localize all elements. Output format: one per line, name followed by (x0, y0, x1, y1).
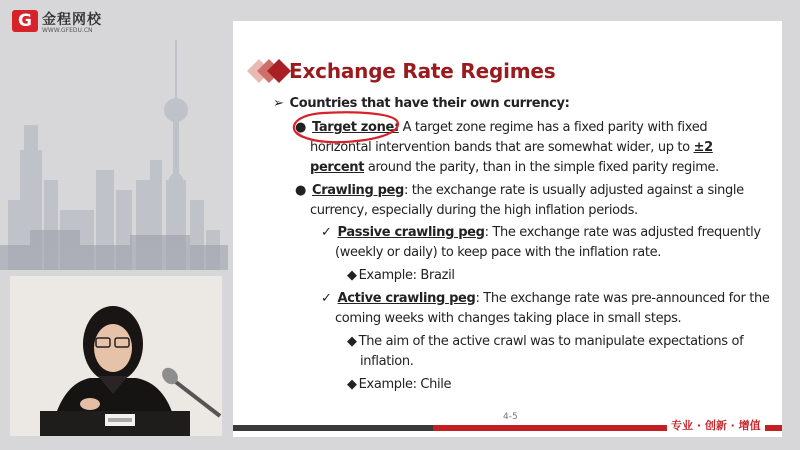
emphasis-plus-minus-two: ±2 (693, 140, 713, 155)
term-passive-crawling-peg: Passive crawling peg (337, 225, 485, 240)
presenter-video (10, 276, 222, 436)
logo-url: WWW.GFEDU.CN (42, 27, 93, 34)
bullet-text: Countries that have their own currency: (289, 96, 570, 111)
bullet-text: : The exchange rate was pre-announced for the (475, 291, 770, 306)
bullet-text: Example: Chile (358, 377, 452, 392)
logo-mark-icon: G (12, 10, 38, 32)
bullet-text: around the parity, than in the simple fixed parity regime. (364, 160, 719, 175)
left-panel (0, 0, 228, 450)
bullet-text: A target zone regime has a fixed parity with fixed (398, 120, 708, 135)
bullet-text: inflation. (360, 354, 414, 369)
city-skyline-illustration (0, 30, 228, 270)
bullet-aim (347, 333, 743, 351)
bullet-active-line2 (335, 310, 681, 328)
arrow-bullet-icon: ➢ (273, 96, 284, 111)
bullet-text: currency, especially during the high inflation periods. (310, 203, 638, 218)
term-target-zone: Target zone: (312, 120, 399, 135)
slide-title: Exchange Rate Regimes (289, 59, 556, 83)
dot-bullet-icon: ● (295, 120, 306, 135)
bullet-target-zone-line2 (310, 139, 713, 157)
bullet-text: The aim of the active crawl was to manipulate expectations of (358, 334, 744, 349)
bullet-active-crawling-peg (321, 290, 770, 308)
presentation-slide (233, 21, 782, 437)
logo-name: 金程网校 (42, 12, 102, 28)
diamond-bullet-icon: ◆ (347, 268, 357, 283)
page-number: 4-5 (503, 412, 518, 422)
bullet-target-zone (295, 119, 707, 137)
bullet-aim-line2 (360, 353, 414, 371)
check-bullet-icon: ✓ (321, 291, 332, 306)
bullet-text: (weekly or daily) to keep pace with the inflation rate. (335, 245, 662, 260)
bullet-passive-crawling-peg (321, 224, 761, 242)
diamond-bullet-icon: ◆ (347, 377, 357, 392)
bullet-text: : the exchange rate is usually adjusted against a single (403, 183, 744, 198)
footer-bar-dark (233, 425, 433, 431)
dot-bullet-icon: ● (295, 183, 306, 198)
bullet-text: Example: Brazil (358, 268, 455, 283)
bullet-passive-line2 (335, 244, 661, 262)
diamond-bullet-icon: ◆ (347, 334, 357, 349)
bullet-example-brazil (347, 267, 455, 285)
bullet-own-currency (273, 95, 570, 113)
term-crawling-peg: Crawling peg (312, 183, 404, 198)
bullet-target-zone-line3 (310, 159, 719, 177)
footer-slogan: 专业 · 创新 · 增值 (667, 417, 765, 433)
bullet-crawling-peg (295, 182, 744, 200)
bullet-text: horizontal intervention bands that are somewhat wider, up to (310, 140, 694, 155)
term-active-crawling-peg: Active crawling peg (337, 291, 476, 306)
emphasis-percent: percent (310, 160, 365, 175)
check-bullet-icon: ✓ (321, 225, 332, 240)
bullet-text: : The exchange rate was adjusted frequently (484, 225, 761, 240)
bullet-text: coming weeks with changes taking place in small steps. (335, 311, 682, 326)
bullet-example-chile (347, 376, 451, 394)
bullet-crawling-peg-line2 (310, 202, 638, 220)
